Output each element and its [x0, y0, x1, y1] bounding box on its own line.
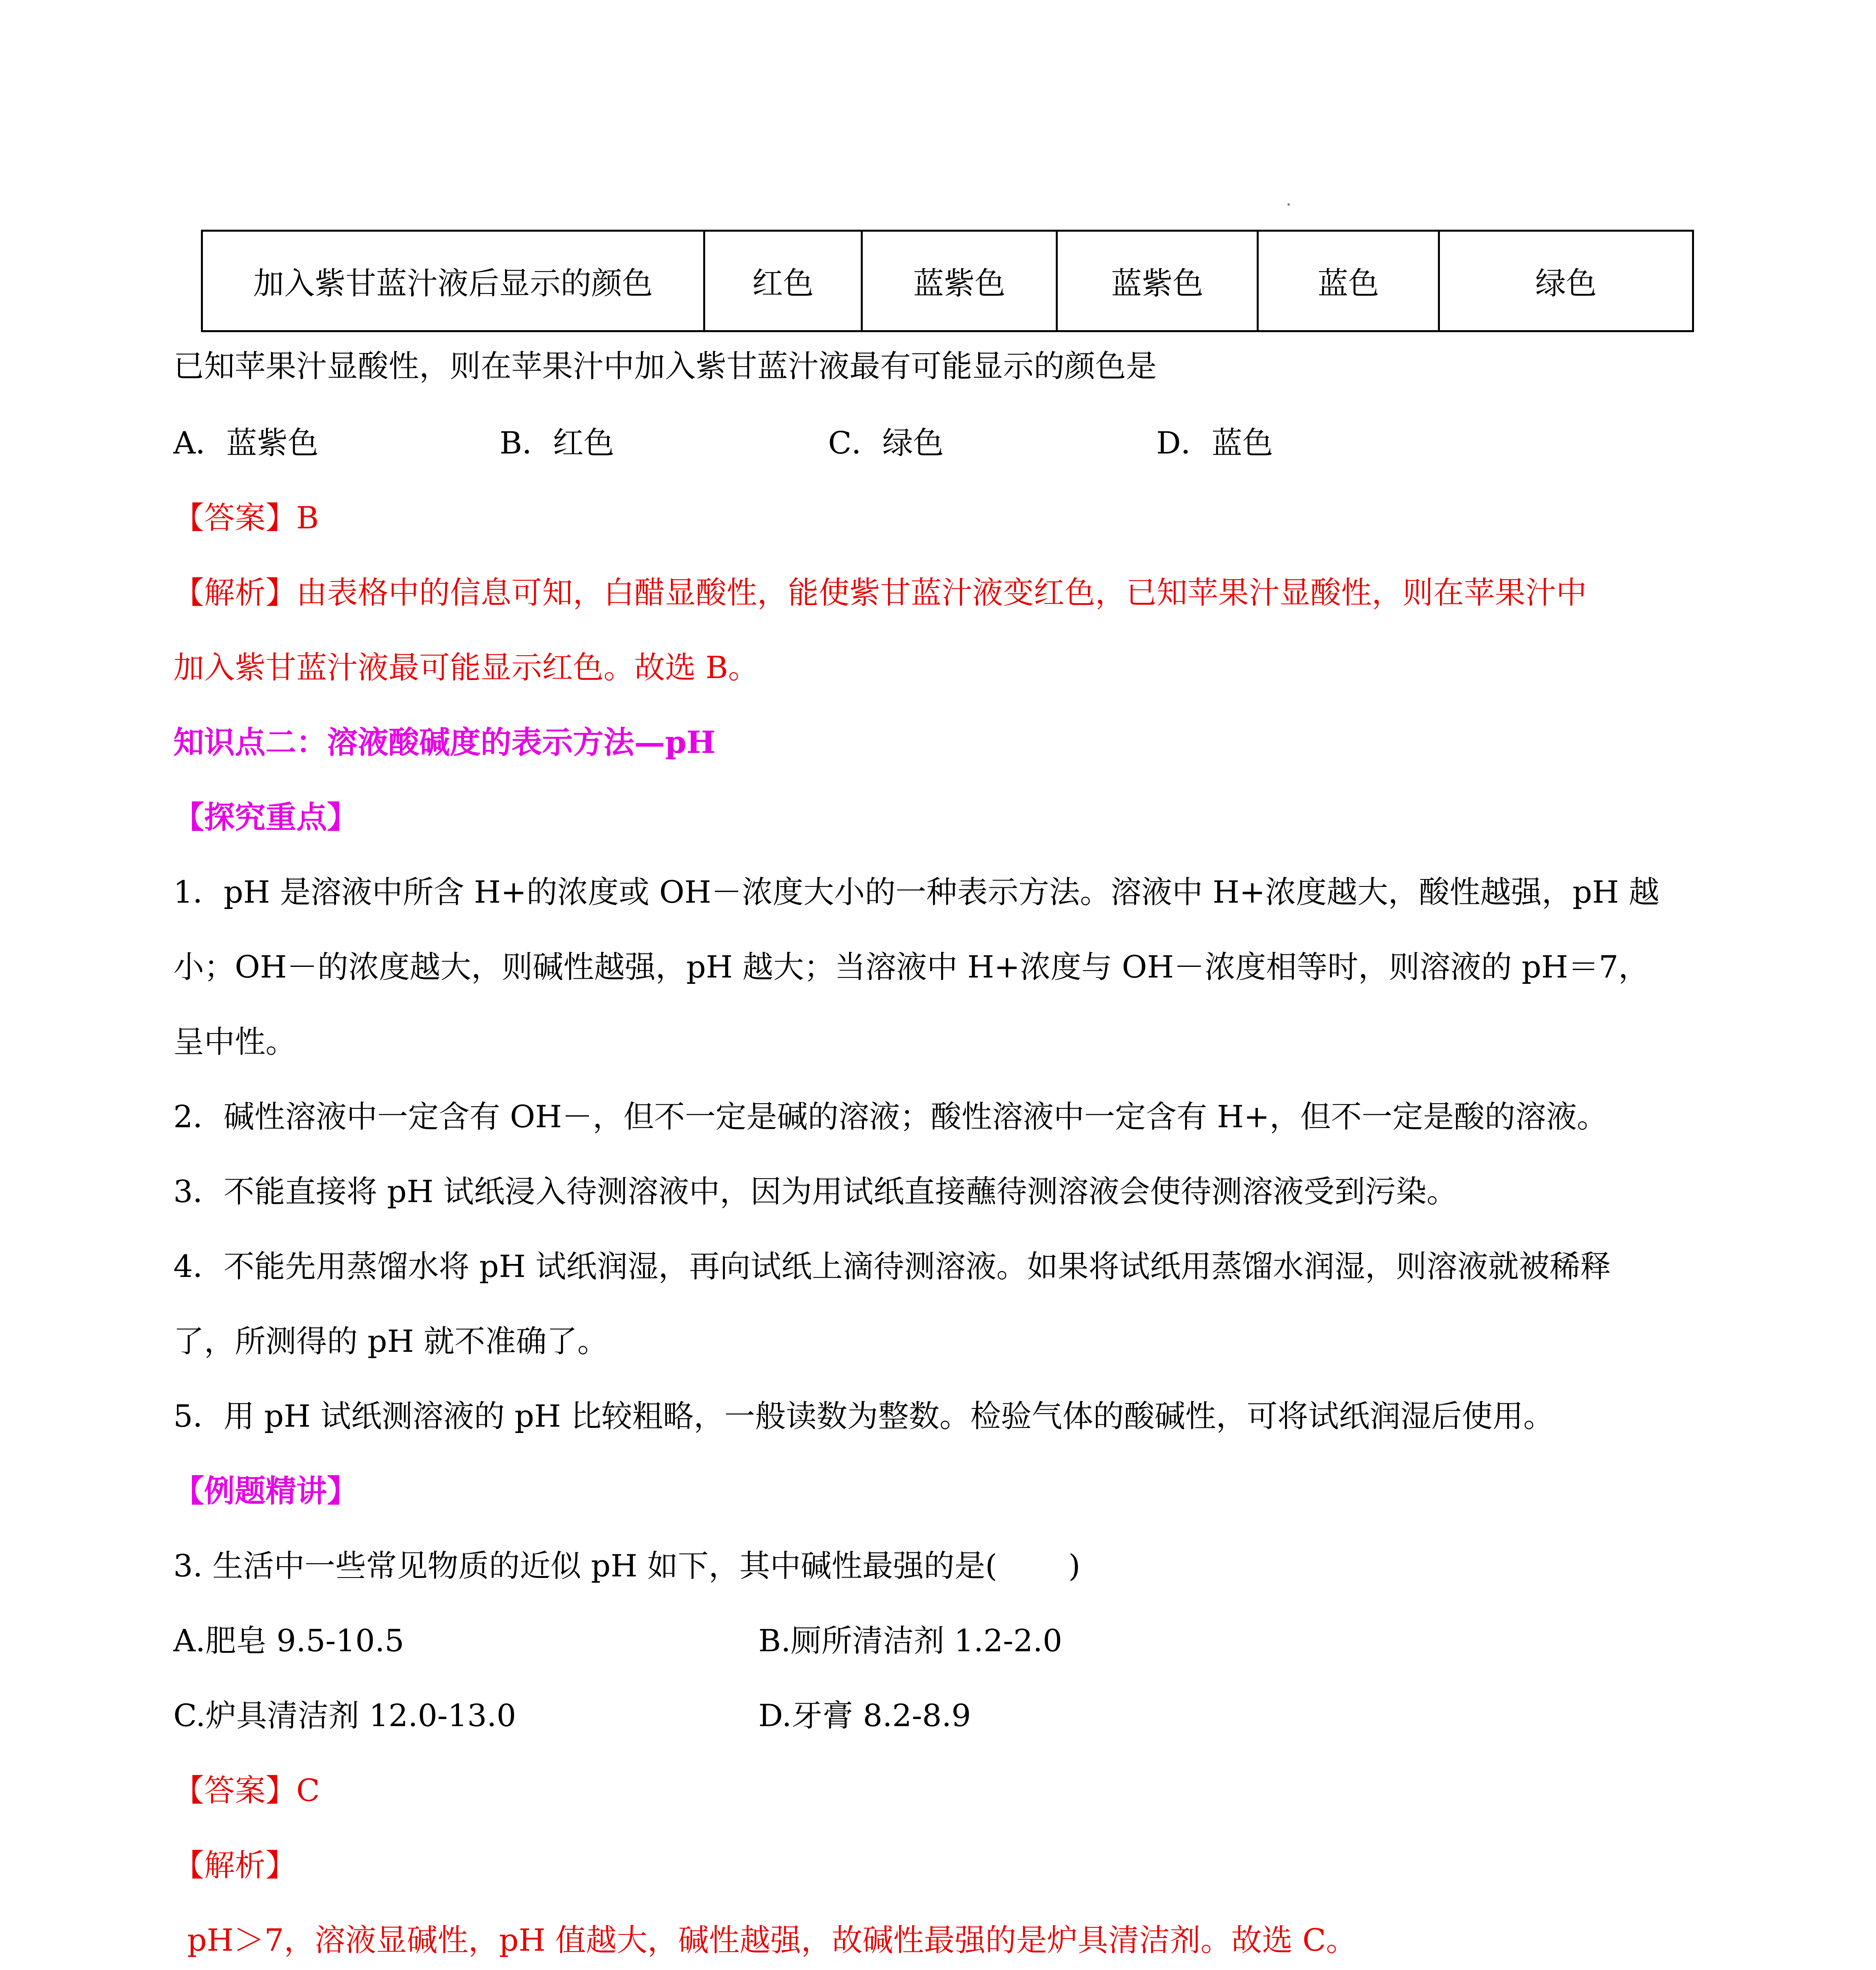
- point-line: 4．不能先用蒸馏水将 pH 试纸润湿，再向试纸上滴待测溶液。如果将试纸用蒸馏水润湿，则溶液就被稀释: [173, 1249, 1611, 1284]
- example-stem: 3. 生活中一些常见物质的近似 pH 如下，其中碱性最强的是( ): [173, 1548, 1081, 1584]
- table-cell: 蓝色: [1258, 231, 1439, 331]
- option-d: D．蓝色: [1156, 426, 1273, 461]
- table-row: [202, 231, 1693, 331]
- answer-line: 【答案】C: [173, 1773, 320, 1808]
- analysis-line: pH＞7，溶液显碱性，pH 值越大，碱性越强，故碱性最强的是炉具清洁剂。故选 C。: [187, 1923, 1357, 1958]
- option-b: B.厕所清洁剂 1.2-2.0: [758, 1623, 1062, 1659]
- analysis-line: 加入紫甘蓝汁液最可能显示红色。故选 B。: [173, 650, 759, 686]
- option-c: C．绿色: [828, 426, 944, 461]
- point-line: 小；OH－的浓度越大，则碱性越强，pH 越大；当溶液中 H+浓度与 OH－浓度相等时，则溶液的 pH＝7，: [173, 950, 1649, 985]
- table-cell: 绿色: [1439, 231, 1693, 331]
- point-line: 5．用 pH 试纸测溶液的 pH 比较粗略，一般读数为整数。检验气体的酸碱性，可将试纸润湿后使用。: [173, 1399, 1554, 1434]
- example-header: 【例题精讲】: [173, 1473, 358, 1509]
- section-title: 知识点二：溶液酸碱度的表示方法—pH: [173, 725, 716, 760]
- point-line: 呈中性。: [173, 1024, 297, 1060]
- option-a: A.肥皂 9.5-10.5: [173, 1623, 404, 1659]
- answer-line: 【答案】B: [173, 500, 319, 536]
- color-table: [201, 230, 1694, 332]
- question-stem: 已知苹果汁显酸性，则在苹果汁中加入紫甘蓝汁液最有可能显示的颜色是: [173, 349, 1157, 384]
- speck-mark: [1287, 203, 1290, 206]
- focus-header: 【探究重点】: [173, 799, 358, 835]
- point-line: 1．pH 是溶液中所含 H+的浓度或 OH－浓度大小的一种表示方法。溶液中 H+浓度越大，酸性越强，pH 越: [173, 875, 1660, 910]
- option-c: C.炉具清洁剂 12.0-13.0: [173, 1698, 516, 1734]
- point-line: 2．碱性溶液中一定含有 OH－，但不一定是碱的溶液；酸性溶液中一定含有 H+，但不一定是酸的溶液。: [173, 1099, 1608, 1135]
- analysis-header: 【解析】: [173, 1848, 297, 1883]
- table-cell: 蓝紫色: [1057, 231, 1258, 331]
- point-line: 了，所测得的 pH 就不准确了。: [173, 1324, 608, 1359]
- table-cell: 红色: [704, 231, 862, 331]
- option-d: D.牙膏 8.2-8.9: [758, 1698, 971, 1734]
- point-line: 3．不能直接将 pH 试纸浸入待测溶液中，因为用试纸直接蘸待测溶液会使待测溶液受到污染。: [173, 1174, 1458, 1210]
- option-a: A．蓝紫色: [173, 426, 319, 461]
- analysis-line: 【解析】由表格中的信息可知，白醋显酸性，能使紫甘蓝汁液变红色，已知苹果汁显酸性，则在苹果汁中: [173, 575, 1587, 611]
- table-cell: 蓝紫色: [862, 231, 1057, 331]
- table-cell: 加入紫甘蓝汁液后显示的颜色: [202, 231, 704, 331]
- option-b: B．红色: [500, 426, 615, 461]
